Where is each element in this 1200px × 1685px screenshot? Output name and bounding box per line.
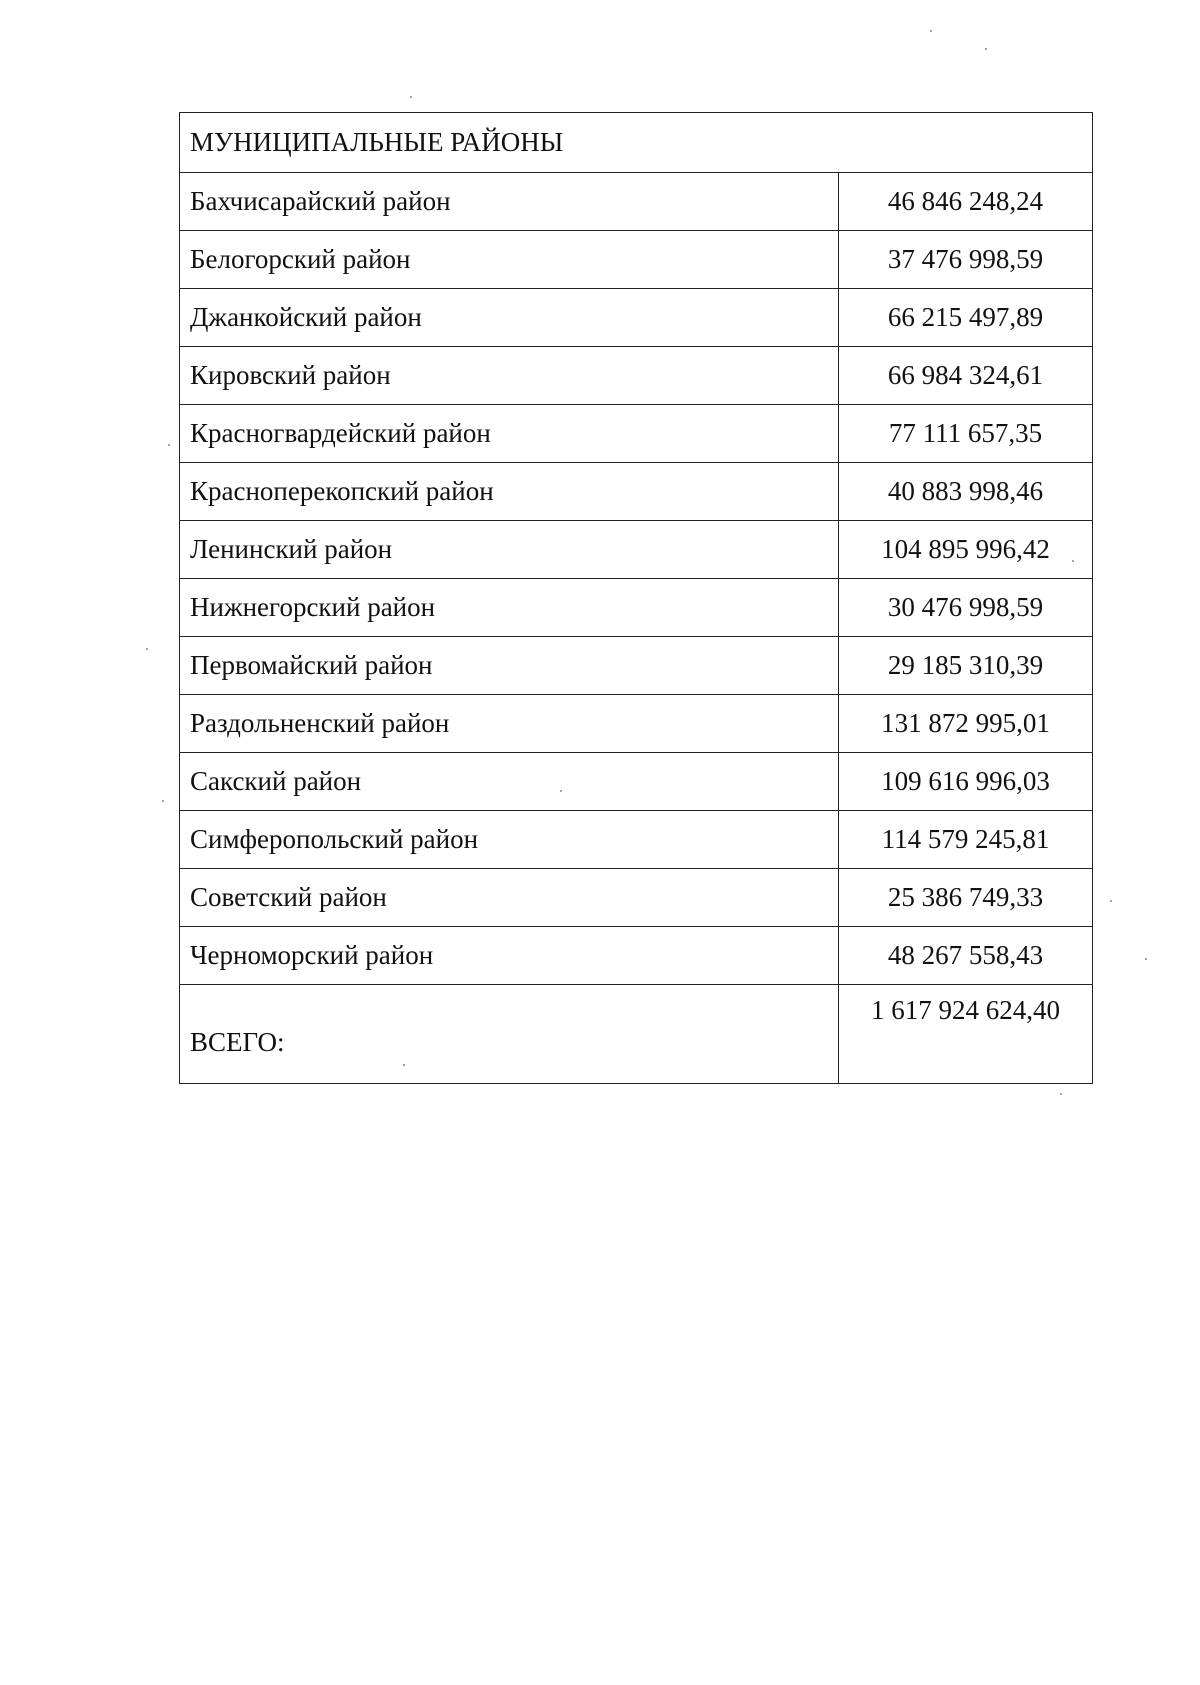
scan-speck — [560, 790, 562, 792]
scan-speck — [403, 1064, 405, 1066]
scan-speck — [1145, 958, 1147, 960]
district-name: Сакский район — [180, 753, 839, 811]
district-name: Красноперекопский район — [180, 463, 839, 521]
district-name: Нижнегорский район — [180, 579, 839, 637]
scan-speck — [162, 800, 164, 802]
table-header-row — [180, 113, 1093, 173]
district-value: 46 846 248,24 — [839, 173, 1093, 231]
scan-speck — [168, 444, 170, 446]
district-value: 66 984 324,61 — [839, 347, 1093, 405]
table-row — [180, 405, 1093, 463]
district-value: 66 215 497,89 — [839, 289, 1093, 347]
table-row — [180, 811, 1093, 869]
district-value: 109 616 996,03 — [839, 753, 1093, 811]
scan-speck — [1110, 900, 1112, 902]
district-name: Бахчисарайский район — [180, 173, 839, 231]
district-name: Первомайский район — [180, 637, 839, 695]
table-row — [180, 927, 1093, 985]
district-value: 40 883 998,46 — [839, 463, 1093, 521]
scan-speck — [410, 96, 412, 98]
scan-speck — [1060, 1093, 1062, 1095]
scan-speck — [985, 48, 987, 50]
table-row — [180, 521, 1093, 579]
district-value: 131 872 995,01 — [839, 695, 1093, 753]
table-row — [180, 753, 1093, 811]
district-value: 29 185 310,39 — [839, 637, 1093, 695]
municipal-districts-table — [179, 112, 1093, 1084]
district-value: 104 895 996,42 — [839, 521, 1093, 579]
district-name: Советский район — [180, 869, 839, 927]
total-value: 1 617 924 624,40 — [839, 985, 1093, 1084]
district-name: Белогорский район — [180, 231, 839, 289]
district-value: 30 476 998,59 — [839, 579, 1093, 637]
total-row — [180, 985, 1093, 1084]
district-name: Ленинский район — [180, 521, 839, 579]
table-row — [180, 173, 1093, 231]
table-row — [180, 463, 1093, 521]
district-name: Красногвардейский район — [180, 405, 839, 463]
district-value: 25 386 749,33 — [839, 869, 1093, 927]
table-row — [180, 695, 1093, 753]
district-name: Кировский район — [180, 347, 839, 405]
district-value: 37 476 998,59 — [839, 231, 1093, 289]
scan-speck — [1072, 560, 1074, 562]
table-row — [180, 579, 1093, 637]
table-row — [180, 869, 1093, 927]
table-row — [180, 347, 1093, 405]
table-row — [180, 289, 1093, 347]
table-header: МУНИЦИПАЛЬНЫЕ РАЙОНЫ — [180, 113, 1093, 173]
district-value: 114 579 245,81 — [839, 811, 1093, 869]
scan-speck — [146, 648, 148, 650]
district-value: 48 267 558,43 — [839, 927, 1093, 985]
district-name: Черноморский район — [180, 927, 839, 985]
table-row — [180, 231, 1093, 289]
district-name: Джанкойский район — [180, 289, 839, 347]
total-label: ВСЕГО: — [180, 985, 839, 1084]
district-name: Симферопольский район — [180, 811, 839, 869]
district-name: Раздольненский район — [180, 695, 839, 753]
scan-speck — [930, 30, 932, 32]
district-value: 77 111 657,35 — [839, 405, 1093, 463]
table-row — [180, 637, 1093, 695]
